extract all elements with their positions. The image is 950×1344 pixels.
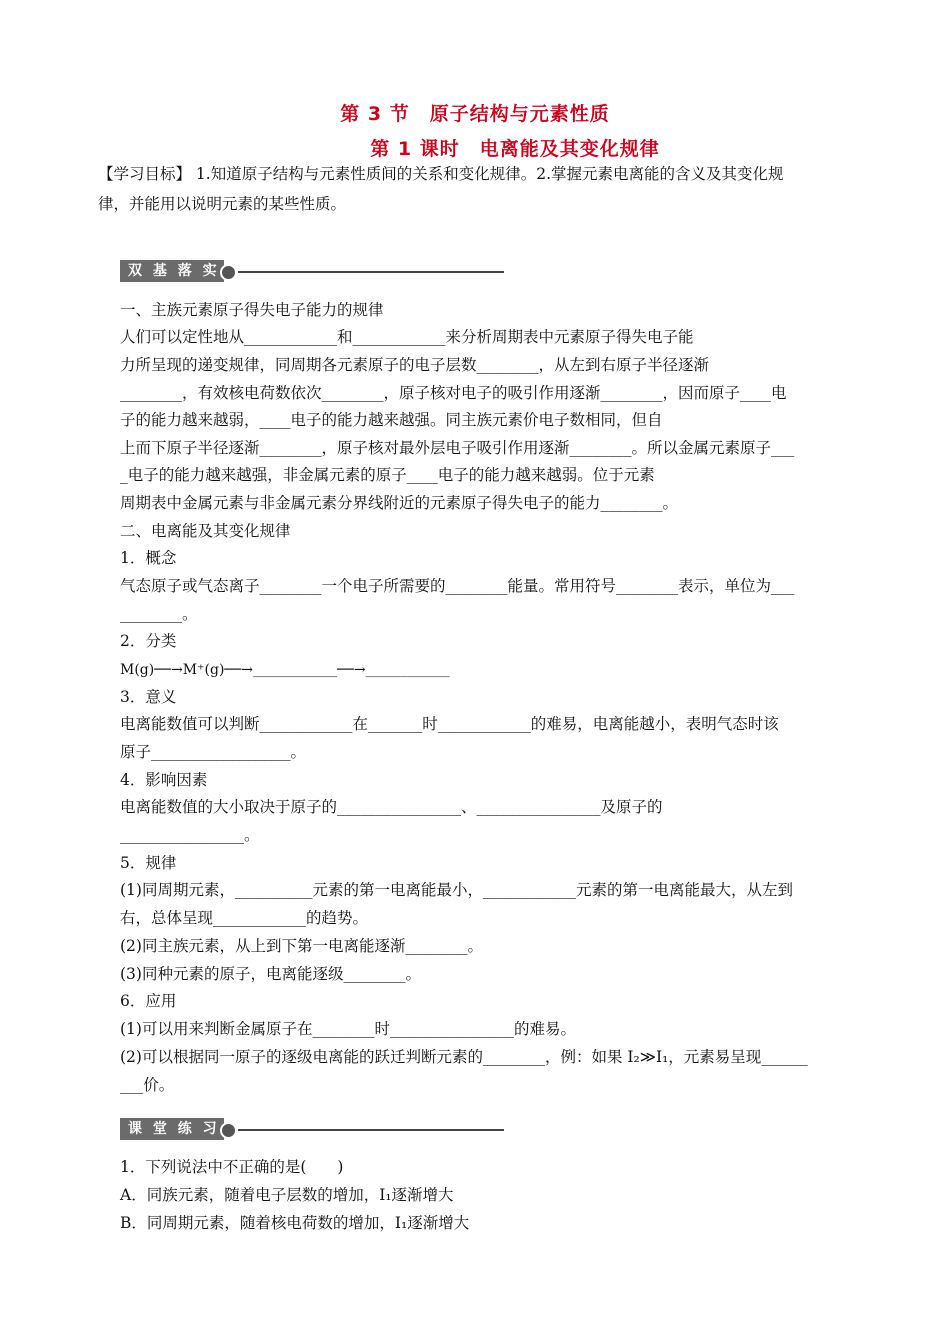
section-tag-label: 双 基 落 实 [120,260,224,282]
text-line: ________。 [120,605,198,623]
text-line: 1．概念 [120,549,177,567]
text-line: 二、电离能及其变化规律 [120,522,291,540]
text-line: _电子的能力越来越强，非金属元素的原子____电子的能力越来越弱。位于元素 [120,466,655,484]
text-line: (1)可以用来判断金属原子在________时________________的难易。 [120,1020,576,1038]
text-line: 电离能数值可以判断____________在_______时____________的难易，电离能越小，表明气态时该 [120,715,779,733]
text-line: 力所呈现的递变规律，同周期各元素原子的电子层数________，从左到右原子半径逐渐 [120,356,710,374]
text-line: 6．应用 [120,992,177,1010]
text-line: (3)同种元素的原子，电离能逐级________。 [120,965,421,983]
text-line: 上而下原子半径逐渐________，原子核对最外层电子吸引作用逐渐________。所以金属元素原子___ [120,439,795,457]
text-line: 2．分类 [120,632,177,650]
text-line: (2)可以根据同一原子的逐级电离能的跃迁判断元素的________，例：如果 I₂≫I₁，元素易呈现______ [120,1048,808,1066]
text-line: (2)同主族元素，从上到下第一电离能逐渐________。 [120,937,483,955]
text-line: 电离能数值的大小取决于原子的________________、________________及原子的 [120,798,663,816]
bullet-dot-icon [220,1122,237,1139]
question-stem: 1．下列说法中不正确的是( ) [120,1158,344,1176]
lesson-title: 第 1 课时 电离能及其变化规律 [370,138,660,160]
question-option-b: B．同周期元素，随着核电荷数的增加，I₁逐渐增大 [120,1214,470,1232]
section-tag-label: 课 堂 练 习 [120,1118,224,1140]
text-line: 周期表中金属元素与非金属元素分界线附近的元素原子得失电子的能力________。 [120,494,679,512]
text-line: 5．规律 [120,854,177,872]
text-line: 4．影响因素 [120,771,208,789]
text-line: ___价。 [120,1076,175,1094]
text-line: 原子__________________。 [120,743,307,761]
text-line: M(g)──→M⁺(g)──→____________──→____________ [120,662,450,678]
section-divider [238,1129,504,1131]
section-title: 第 3 节 原子结构与元素性质 [340,103,610,125]
text-line: 3．意义 [120,688,177,706]
text-line: 人们可以定性地从____________和____________来分析周期表中元素原子得失电子能 [120,328,694,346]
text-line: ________，有效核电荷数依次________，原子核对电子的吸引作用逐渐________，因而原子____电 [120,384,787,402]
bullet-dot-icon [220,264,237,281]
learning-objectives-line2: 律，并能用以说明元素的某些性质。 [98,195,347,213]
text-line: (1)同周期元素，__________元素的第一电离能最小，____________元素的第一电离能最大，从左到 [120,881,793,899]
text-line: 右，总体呈现____________的趋势。 [120,909,369,927]
section-divider [238,271,504,273]
text-line: 气态原子或气态离子________一个电子所需要的________能量。常用符号________表示，单位为___ [120,577,795,595]
text-line: 一、主族元素原子得失电子能力的规律 [120,301,384,319]
learning-objectives-line1: 【学习目标】 1.知道原子结构与元素性质间的关系和变化规律。2.掌握元素电离能的含义及其变化规 [98,165,784,183]
text-line: 子的能力越来越弱，____电子的能力越来越强。同主族元素价电子数相同，但自 [120,411,663,429]
text-line: ________________。 [120,826,260,844]
question-option-a: A．同族元素，随着电子层数的增加，I₁逐渐增大 [120,1186,454,1204]
